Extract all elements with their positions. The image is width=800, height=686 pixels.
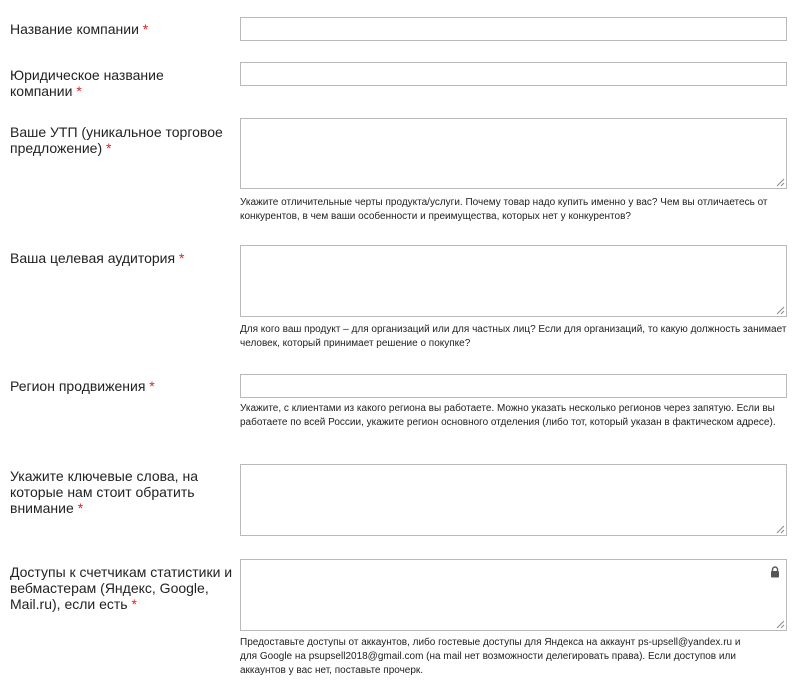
audience-textarea[interactable] — [240, 245, 787, 317]
usp-label — [10, 124, 225, 156]
required-asterisk: * — [149, 378, 155, 394]
keywords-label-text: Укажите ключевые слова, на которые нам стоит обратить внимание — [10, 468, 198, 516]
access-textarea[interactable] — [240, 559, 787, 631]
usp-hint: Укажите отличительные черты продукта/услуги. Почему товар надо купить именно у вас? Чем вы отличаетесь от конкурентов, в чем ваши особенности и преимущества, которых нет у конкурентов? — [240, 197, 768, 222]
usp-label-text: Ваше УТП (уникальное торговое предложение) — [10, 124, 223, 156]
keywords-label — [10, 468, 210, 516]
usp-textarea[interactable] — [240, 118, 787, 189]
legal-name-label — [10, 67, 230, 99]
required-asterisk: * — [77, 500, 84, 516]
access-label-text: Доступы к счетчикам статистики и вебмастерам (Яндекс, Google, Mail.ru), если есть — [10, 564, 233, 612]
lock-icon[interactable] — [770, 566, 780, 578]
required-asterisk: * — [142, 21, 149, 37]
required-asterisk: * — [178, 250, 185, 266]
required-asterisk: * — [106, 140, 112, 156]
region-input[interactable] — [240, 374, 787, 398]
audience-label-text: Ваша целевая аудитория — [10, 250, 176, 266]
company-name-input[interactable] — [240, 17, 787, 41]
company-name-label — [10, 21, 230, 37]
audience-label — [10, 250, 230, 266]
keywords-textarea[interactable] — [240, 464, 787, 536]
access-hint: Предоставьте доступы от аккаунтов, либо гостевые доступы для Яндекса на аккаунт ps-upsell@yandex.ru и для Google на psupsell2018@gmail.com (на mail нет возможности делегировать права). Если доступов или аккаунтов у вас нет, поставьте прочерк. — [240, 637, 741, 676]
region-hint: Укажите, с клиентами из какого региона вы работаете. Можно указать несколько регионов через запятую. Если вы работаете по всей России, укажите регион основного отделения (либо тот, который указан в фактическом адресе). — [240, 403, 776, 428]
region-label — [10, 378, 230, 394]
required-asterisk: * — [76, 83, 82, 99]
legal-name-input[interactable] — [240, 62, 787, 86]
required-asterisk: * — [131, 596, 137, 612]
audience-hint: Для кого ваш продукт – для организаций или для частных лиц? Если для организаций, то какую должность занимает человек, который принимает решение о покупке? — [240, 324, 787, 349]
access-label — [10, 564, 235, 612]
legal-name-label-text: Юридическое название компании — [10, 67, 164, 99]
region-label-text: Регион продвижения — [10, 378, 146, 394]
company-name-label-text: Название компании — [10, 21, 139, 37]
